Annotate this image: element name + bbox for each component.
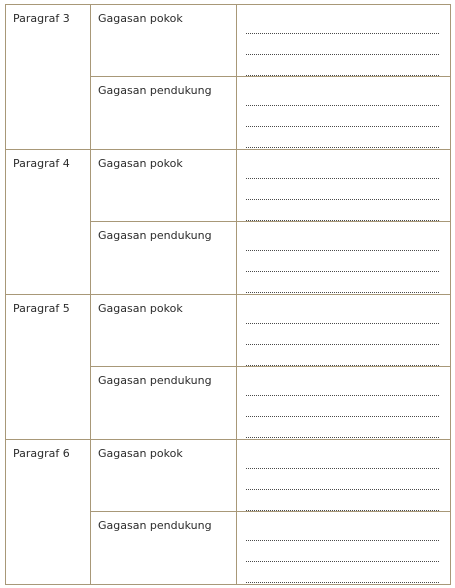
idea-type-label: Gagasan pendukung: [98, 84, 212, 97]
answer-line[interactable]: [246, 200, 439, 221]
idea-type-label: Gagasan pendukung: [98, 519, 212, 532]
answer-cell[interactable]: [237, 512, 451, 585]
answer-cell[interactable]: [237, 440, 451, 512]
answer-line[interactable]: [246, 345, 439, 366]
paragraph-label-cell: [6, 5, 91, 150]
answer-line[interactable]: [246, 34, 439, 55]
answer-line[interactable]: [246, 251, 439, 272]
idea-type-cell: [91, 512, 237, 585]
answer-line[interactable]: [246, 324, 439, 345]
answer-cell[interactable]: [237, 367, 451, 440]
answer-line[interactable]: [246, 469, 439, 490]
paragraph-label: Paragraf 6: [13, 447, 70, 460]
answer-line[interactable]: [246, 179, 439, 200]
answer-line[interactable]: [246, 85, 439, 106]
answer-cell[interactable]: [237, 222, 451, 295]
idea-type-label: Gagasan pokok: [98, 12, 183, 25]
answer-line[interactable]: [246, 375, 439, 396]
idea-type-cell: [91, 295, 237, 367]
table-row: [6, 295, 451, 367]
answer-line[interactable]: [246, 417, 439, 438]
paragraph-label-cell: [6, 295, 91, 440]
paragraph-label-cell: [6, 440, 91, 585]
idea-type-cell: [91, 77, 237, 150]
answer-line[interactable]: [246, 127, 439, 148]
idea-type-cell: [91, 367, 237, 440]
answer-cell[interactable]: [237, 77, 451, 150]
idea-type-label: Gagasan pokok: [98, 157, 183, 170]
table-row: [6, 150, 451, 222]
paragraph-label-cell: [6, 150, 91, 295]
idea-type-label: Gagasan pendukung: [98, 229, 212, 242]
answer-line[interactable]: [246, 55, 439, 76]
answer-line[interactable]: [246, 490, 439, 511]
answer-line[interactable]: [246, 106, 439, 127]
paragraph-label: Paragraf 3: [13, 12, 70, 25]
paragraph-label: Paragraf 4: [13, 157, 70, 170]
answer-line[interactable]: [246, 396, 439, 417]
answer-line[interactable]: [246, 448, 439, 469]
answer-line[interactable]: [246, 158, 439, 179]
answer-cell[interactable]: [237, 150, 451, 222]
idea-type-cell: [91, 440, 237, 512]
answer-line[interactable]: [246, 13, 439, 34]
answer-line[interactable]: [246, 230, 439, 251]
idea-type-cell: [91, 5, 237, 77]
paragraph-label: Paragraf 5: [13, 302, 70, 315]
idea-type-cell: [91, 150, 237, 222]
table-row: [6, 5, 451, 77]
answer-line[interactable]: [246, 272, 439, 293]
answer-line[interactable]: [246, 303, 439, 324]
idea-type-label: Gagasan pokok: [98, 302, 183, 315]
table-row: [6, 440, 451, 512]
idea-type-label: Gagasan pendukung: [98, 374, 212, 387]
worksheet-table: [5, 4, 451, 585]
answer-cell[interactable]: [237, 295, 451, 367]
answer-line[interactable]: [246, 520, 439, 541]
answer-line[interactable]: [246, 541, 439, 562]
idea-type-cell: [91, 222, 237, 295]
answer-cell[interactable]: [237, 5, 451, 77]
idea-type-label: Gagasan pokok: [98, 447, 183, 460]
answer-line[interactable]: [246, 562, 439, 583]
